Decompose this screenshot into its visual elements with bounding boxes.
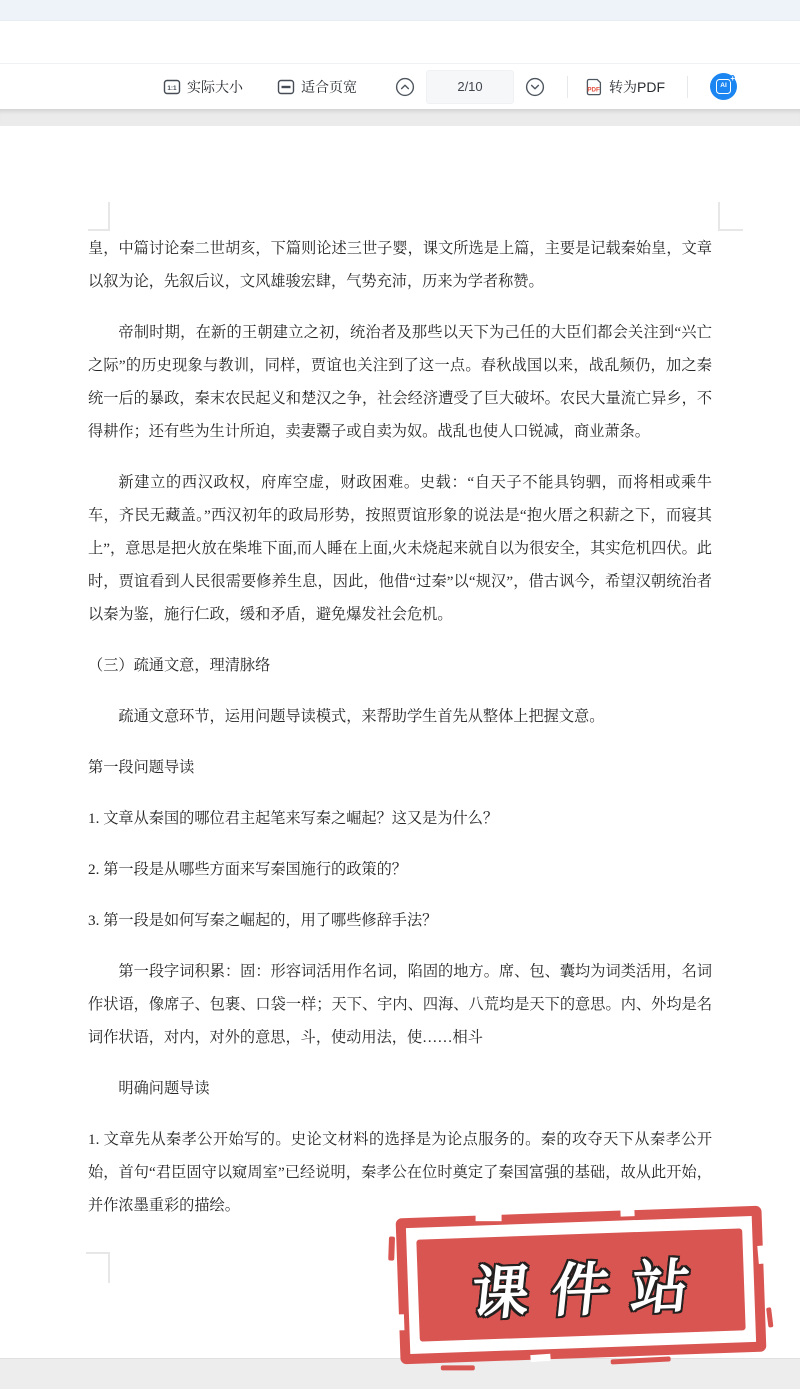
fit-width-label: 适合页宽 xyxy=(301,78,357,95)
page-corner-mark-top-left xyxy=(88,202,110,231)
question-2: 2. 第一段是从哪些方面来写秦国施行的政策的？ xyxy=(88,861,407,878)
viewer-toolbar xyxy=(0,63,800,109)
section-intro: 疏通文意环节，运用问题导读模式，来帮助学生首先从整体上把握文意。 xyxy=(118,708,605,725)
stamp-distress-mark xyxy=(441,1365,475,1370)
browser-top-strip xyxy=(0,0,800,21)
page-down-button[interactable] xyxy=(525,77,545,97)
subsection-heading: 第一段问题导读 xyxy=(88,759,195,776)
pdf-icon xyxy=(584,77,603,97)
chevron-up-icon xyxy=(395,77,415,97)
toolbar-divider-2 xyxy=(687,76,688,98)
stamp-text: 课件站 xyxy=(468,1253,715,1327)
stamp-distress-mark xyxy=(757,1245,767,1264)
stamp-distress-mark xyxy=(530,1354,550,1362)
stamp-distress-mark xyxy=(397,1314,405,1330)
fit-width-button[interactable] xyxy=(277,77,357,97)
question-3: 3. 第一段是如何写秦之崛起的，用了哪些修辞手法？ xyxy=(88,912,438,929)
stamp-distress-mark xyxy=(388,1236,395,1260)
ai-icon xyxy=(716,74,735,94)
svg-text:PDF: PDF xyxy=(587,86,600,94)
page-indicator[interactable] xyxy=(426,70,514,104)
chevron-down-icon xyxy=(525,77,545,97)
stamp-inner xyxy=(416,1228,745,1341)
document-content xyxy=(88,126,712,1222)
ai-plus-badge: + xyxy=(730,74,735,83)
actual-size-icon xyxy=(163,78,181,96)
subsection-heading-2: 明确问题导读 xyxy=(118,1080,210,1097)
vocab-paragraph: 第一段字词积累：固：形容词活用作名词，陷固的地方。席、包、囊均为词类活用，名词作状语，像席子、包裹、口袋一样；天下、宇内、四海、八荒均是天下的意思。内、外均是名词作状语，对内，对外的意思，斗，使动用法，使……相斗 xyxy=(88,963,712,1046)
background-paragraph-1: 帝制时期，在新的王朝建立之初，统治者及那些以天下为己任的大臣们都会关注到“兴亡之际”的历史现象与教训，同样，贾谊也关注到了这一点。春秋战国以来，战乱频仍，加之秦统一后的暴政，秦末农民起义和楚汉之争，社会经济遭受了巨大破坏。农民大量流亡异乡，不得耕作；还有些为生计所迫，卖妻鬻子或自卖为奴。战乱也使人口锐减，商业萧条。 xyxy=(88,324,712,440)
fit-width-icon xyxy=(277,78,295,96)
ai-icon-text: AI xyxy=(720,82,727,90)
answer-1: 1. 文章先从秦孝公开始写的。史论文材料的选择是为论点服务的。秦的攻夺天下从秦孝公开始，首句“君臣固守以窥周室”已经说明，秦孝公在位时奠定了秦国富强的基础，故从此开始，并作浓墨重彩的描绘。 xyxy=(88,1131,712,1214)
background-paragraph-2: 新建立的西汉政权，府库空虚，财政困难。史载：“自天子不能具钧驷，而将相或乘牛车，齐民无藏盖。”西汉初年的政局形势，按照贾谊形象的说法是“抱火厝之积薪之下，而寝其上”，意思是把火放在柴堆下面,而人睡在上面,火未烧起来就自以为很安全，其实危机四伏。此时，贾谊看到人民很需要修养生息，因此，他借“过秦”以“规汉”，借古讽今，希望汉朝统治者以秦为鉴，施行仁政，缓和矛盾，避免爆发社会危机。 xyxy=(88,474,712,623)
actual-size-button[interactable] xyxy=(163,77,243,97)
convert-pdf-label: 转为PDF xyxy=(609,78,665,95)
page-corner-mark-top-right xyxy=(718,202,743,231)
stamp-distress-mark xyxy=(766,1307,773,1327)
stamp-distress-mark xyxy=(476,1213,502,1221)
section-heading: （三）疏通文意，理清脉络 xyxy=(88,657,271,674)
page-corner-mark-bottom-left xyxy=(86,1252,110,1283)
page-up-button[interactable] xyxy=(395,77,415,97)
continuation-paragraph: 皇，中篇讨论秦二世胡亥，下篇则论述三世子婴，课文所选是上篇，主要是记载秦始皇，文章以叙为论，先叙后议，文风雄骏宏肆，气势充沛，历来为学者称赞。 xyxy=(88,240,712,290)
svg-text:1:1: 1:1 xyxy=(167,84,177,92)
convert-pdf-button[interactable] xyxy=(584,77,665,97)
watermark-stamp xyxy=(396,1206,767,1365)
toolbar-shadow-strip xyxy=(0,109,800,126)
page-indicator-value: 2/10 xyxy=(457,79,483,94)
toolbar-divider xyxy=(567,76,568,98)
header-space xyxy=(0,21,800,63)
actual-size-label: 实际大小 xyxy=(187,78,243,95)
question-1: 1. 文章从秦国的哪位君主起笔来写秦之崛起？这又是为什么？ xyxy=(88,810,499,827)
ai-assistant-button[interactable] xyxy=(710,73,737,100)
document-page xyxy=(0,126,800,1358)
stamp-distress-mark xyxy=(620,1209,634,1216)
